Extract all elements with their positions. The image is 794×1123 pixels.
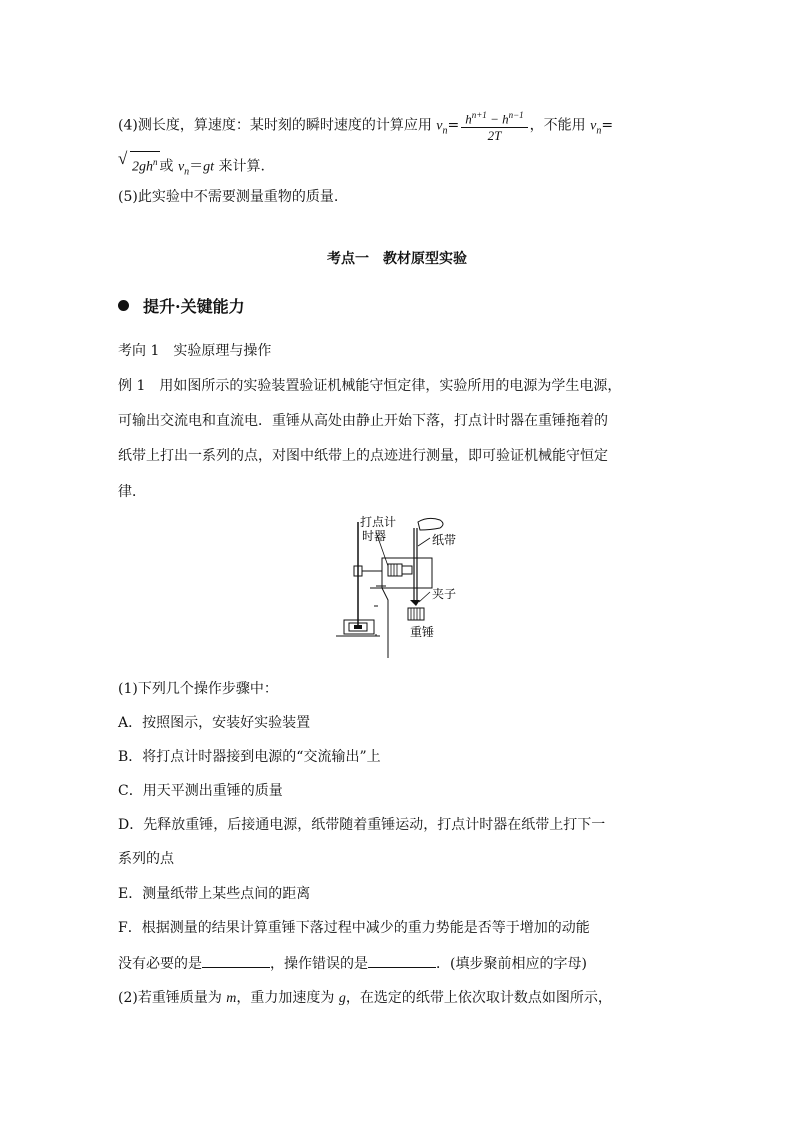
gravity-symbol: g	[338, 991, 346, 1006]
n-subscript: n	[442, 125, 448, 137]
example-line1: 例 1 用如图所示的实验装置验证机械能守恒定律，实验所用的电源为学生电源，	[118, 378, 622, 394]
item5: (5)此实验中不需要测量重物的质量.	[118, 189, 339, 205]
answer-unnecessary-label: 没有必要的是	[118, 956, 202, 972]
answer-wrong-blank[interactable]	[368, 953, 436, 968]
q1-intro: (1)下列几个操作步骤中：	[118, 681, 278, 697]
velocity-fraction	[461, 107, 527, 144]
example-line4: 律．	[118, 484, 146, 500]
answer-hint: ．(填步聚前相应的字母)	[436, 956, 587, 972]
example-line3: 纸带上打出一系列的点，对图中纸带上的点迹进行测量，即可验证机械能守恒定	[118, 448, 608, 464]
label-weight: 重锤	[410, 625, 435, 639]
section-heading: 考点一 教材原型实验	[327, 251, 467, 267]
section-title	[118, 294, 245, 317]
bullet-icon	[118, 300, 129, 311]
equals-sign-2: =	[601, 117, 614, 134]
option-d-line2: 系列的点	[118, 851, 174, 867]
item4-mid: ，不能用	[529, 117, 591, 134]
gt-symbol: gt	[203, 159, 215, 175]
answer-wrong-label: ，操作错误的是	[270, 956, 368, 972]
v-symbol: v	[436, 118, 443, 134]
item4-line1	[118, 107, 613, 144]
item4-or: 或	[159, 158, 178, 175]
q2-line	[118, 988, 612, 1009]
mass-symbol: m	[226, 991, 237, 1006]
option-b: B．将打点计时器接到电源的“交流输出”上	[118, 749, 381, 765]
n-subscript-3: n	[184, 166, 190, 178]
q2-text-a: (2)若重锤质量为	[118, 990, 227, 1006]
label-timer-2: 时器	[362, 529, 387, 543]
label-clip: 夹子	[432, 587, 457, 601]
equals-sign-3: ＝	[189, 158, 204, 175]
fraction-denominator: 2T	[487, 128, 502, 144]
fraction-numerator: $h^{n+1} - h^{n-1}$	[461, 107, 527, 128]
topic-line: 考向 1 实验原理与操作	[118, 343, 272, 359]
option-c: C．用天平测出重锤的质量	[118, 783, 283, 799]
option-e: E．测量纸带上某些点间的距离	[118, 886, 311, 902]
example-line2: 可输出交流电和直流电．重锤从高处由静止开始下落，打点计时器在重锤拖着的	[118, 413, 608, 429]
answer-line	[118, 953, 587, 974]
section-title-text: 提升·关键能力	[143, 297, 245, 316]
label-timer-1: 打点计	[360, 515, 397, 529]
item4-prefix: (4)测长度，算速度：某时刻的瞬时速度的计算应用	[118, 117, 437, 134]
q2-text-c: ，在选定的纸带上依次取计数点如图所示，	[345, 990, 612, 1006]
item4-line2	[118, 151, 265, 182]
option-d-line1: D．先释放重锤，后接通电源，纸带随着重锤运动，打点计时器在纸带上打下一	[118, 817, 606, 833]
q2-text-b: ，重力加速度为	[236, 990, 339, 1006]
n-subscript-2: n	[596, 125, 602, 137]
option-f: F．根据测量的结果计算重锤下落过程中减少的重力势能是否等于增加的动能	[118, 920, 590, 936]
v-symbol-3: v	[177, 159, 185, 175]
sqrt-expression: √ $2gh^n$	[130, 151, 160, 178]
option-a: A．按照图示，安装好实验装置	[118, 715, 311, 731]
label-tape: 纸带	[432, 533, 457, 547]
equals-sign: =	[447, 117, 460, 134]
answer-unnecessary-blank[interactable]	[202, 953, 270, 968]
v-symbol-2: v	[590, 118, 597, 134]
item4-tail: 来计算.	[214, 158, 265, 175]
apparatus-figure	[336, 508, 496, 668]
